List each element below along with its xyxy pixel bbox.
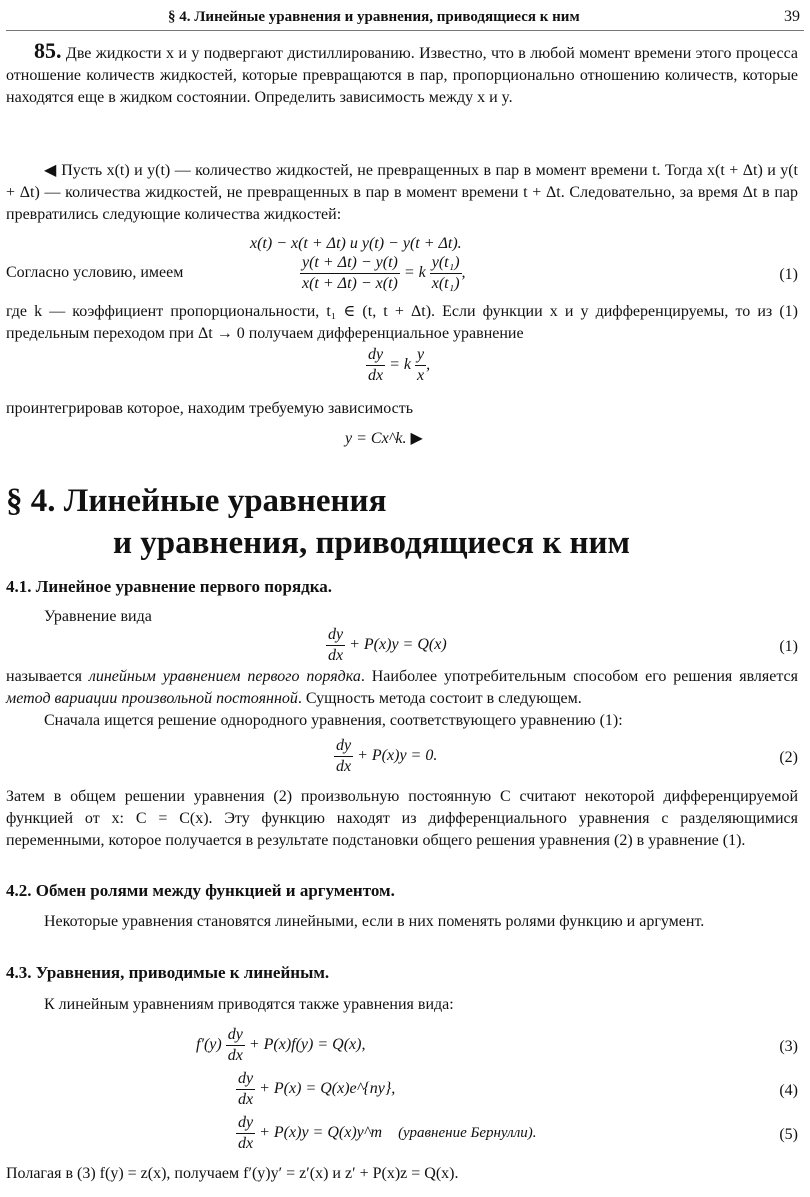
- ratio-left-fraction: $\frac{y(t + \Delta t) - y(t)}{x(t + \Delta t) - x(t)}$: [302, 254, 398, 292]
- subsection-4-1-intro: Уравнение вида: [44, 608, 152, 625]
- subsection-4-1-paragraph-1: называется линейным уравнением первого порядка. Наиболее употребительным способом его решения является метод вариации произвольной постоянной. Сущность метода состоит в следующем.: [6, 668, 799, 707]
- bernoulli-note: (уравнение Бернулли).: [398, 1125, 537, 1142]
- equation-tag-4: (4): [779, 1082, 798, 1099]
- last-paragraph: Полагая в (3) f(y) = z(x), получаем f′(y)y′ = z′(x) и z′ + P(x)z = Q(x).: [6, 1165, 459, 1182]
- integrated-text: проинтегрировав которое, находим требуемую зависимость: [6, 400, 414, 417]
- equation-differences: x(t) − x(t + Δt) и y(t) − y(t + Δt).: [250, 235, 462, 252]
- problem-statement: [6, 40, 798, 109]
- page-number: 39: [784, 8, 800, 25]
- header-rule: [6, 30, 804, 31]
- equation-5-bernoulli: $\frac{dy}{dx}$ + P(x)y = Q(x)y^m (уравнение Бернулли).: [238, 1114, 537, 1152]
- homogeneous-equation: $\frac{dy}{dx}$ + P(x)y = 0.: [336, 737, 438, 775]
- equation-dy-dx: $\frac{dy}{dx}$ = k $\frac{y}{x}$ ,: [368, 346, 431, 384]
- where-paragraph: где k — коэффициент пропорциональности, t₁ ∈ (t, t + Δt). Если функции x и y дифференцируемы, то из (1) предельным переходом при Δt → 0 получаем дифференциальное уравнение: [6, 303, 798, 342]
- solution-paragraph-1: ◀ Пусть x(t) и y(t) — количество жидкостей, не превращенных в пар в момент времени t. Тогда x(t + Δt) и y(t + Δt) — количества жидкостей, не превращенных в пар в момент времени t + Δt. Следовательно, за время Δt в пар превратились следующие количества жидкостей:: [6, 162, 799, 223]
- equation-tag-5: (5): [779, 1126, 798, 1143]
- subsection-4-2-title: 4.2. Обмен ролями между функцией и аргументом.: [6, 881, 395, 900]
- equation-tag-1: (1): [779, 266, 798, 283]
- ratio-right-fraction: $\frac{\text{y(t₁)}}{\text{x(t₁)}}$: [431, 254, 460, 292]
- section-title-line-2: и уравнения, приводящиеся к ним: [113, 525, 630, 561]
- condition-text: Согласно условию, имеем: [6, 264, 184, 281]
- subsection-4-3-intro: К линейным уравнениям приводятся также уравнения вида:: [44, 996, 454, 1013]
- section-title-line-1: § 4. Линейные уравнения: [6, 483, 387, 519]
- equation-tag-linear-2: (2): [779, 749, 798, 766]
- equation-3: f′(y) $\frac{dy}{dx}$ + P(x)f(y) = Q(x),: [196, 1026, 366, 1064]
- problem-number: 85.: [34, 38, 62, 63]
- subsection-4-2-text: Некоторые уравнения становятся линейными, если в них поменять ролями функцию и аргумент.: [44, 913, 705, 930]
- subsection-4-3-title: 4.3. Уравнения, приводимые к линейным.: [6, 963, 330, 982]
- problem-text: Две жидкости x и y подвергают дистиллированию. Известно, что в любой момент времени этого процесса отношение количеств жидкостей, которые превращаются в пар, пропорционально отношению количеств, которые находятся еще в жидком состоянии. Определить зависимость между x и y.: [6, 45, 798, 106]
- equation-tag-linear-1: (1): [779, 638, 798, 655]
- subsection-4-1-title: 4.1. Линейное уравнение первого порядка.: [6, 577, 333, 596]
- linear-equation: $\frac{dy}{dx}$ + P(x)y = Q(x): [328, 626, 447, 664]
- result-equation: y = Cx^k. ▶: [345, 430, 423, 447]
- equation-ratio: $\frac{y(t + \Delta t) - y(t)}{x(t + \Delta t) - x(t)}$ = k $\frac{\text{y(t₁)}}{\text{x(t₁)}}$ ,: [302, 254, 466, 292]
- running-header-title: § 4. Линейные уравнения и уравнения, приводящиеся к ним: [168, 9, 580, 25]
- subsection-4-1-paragraph-2: Сначала ищется решение однородного уравнения, соответствующего уравнению (1):: [44, 712, 623, 729]
- equation-tag-3: (3): [779, 1038, 798, 1055]
- equation-4: $\frac{dy}{dx}$ + P(x) = Q(x)e^{ny},: [238, 1070, 396, 1108]
- subsection-4-1-paragraph-3: Затем в общем решении уравнения (2) произвольную постоянную C считают некоторой дифференцируемой функцией от x: C = C(x). Эту функцию находят из дифференциального уравнения с разделяющимися переменными, которое получается в результате подстановки общего решения уравнения (2) в уравнение (1).: [6, 788, 798, 849]
